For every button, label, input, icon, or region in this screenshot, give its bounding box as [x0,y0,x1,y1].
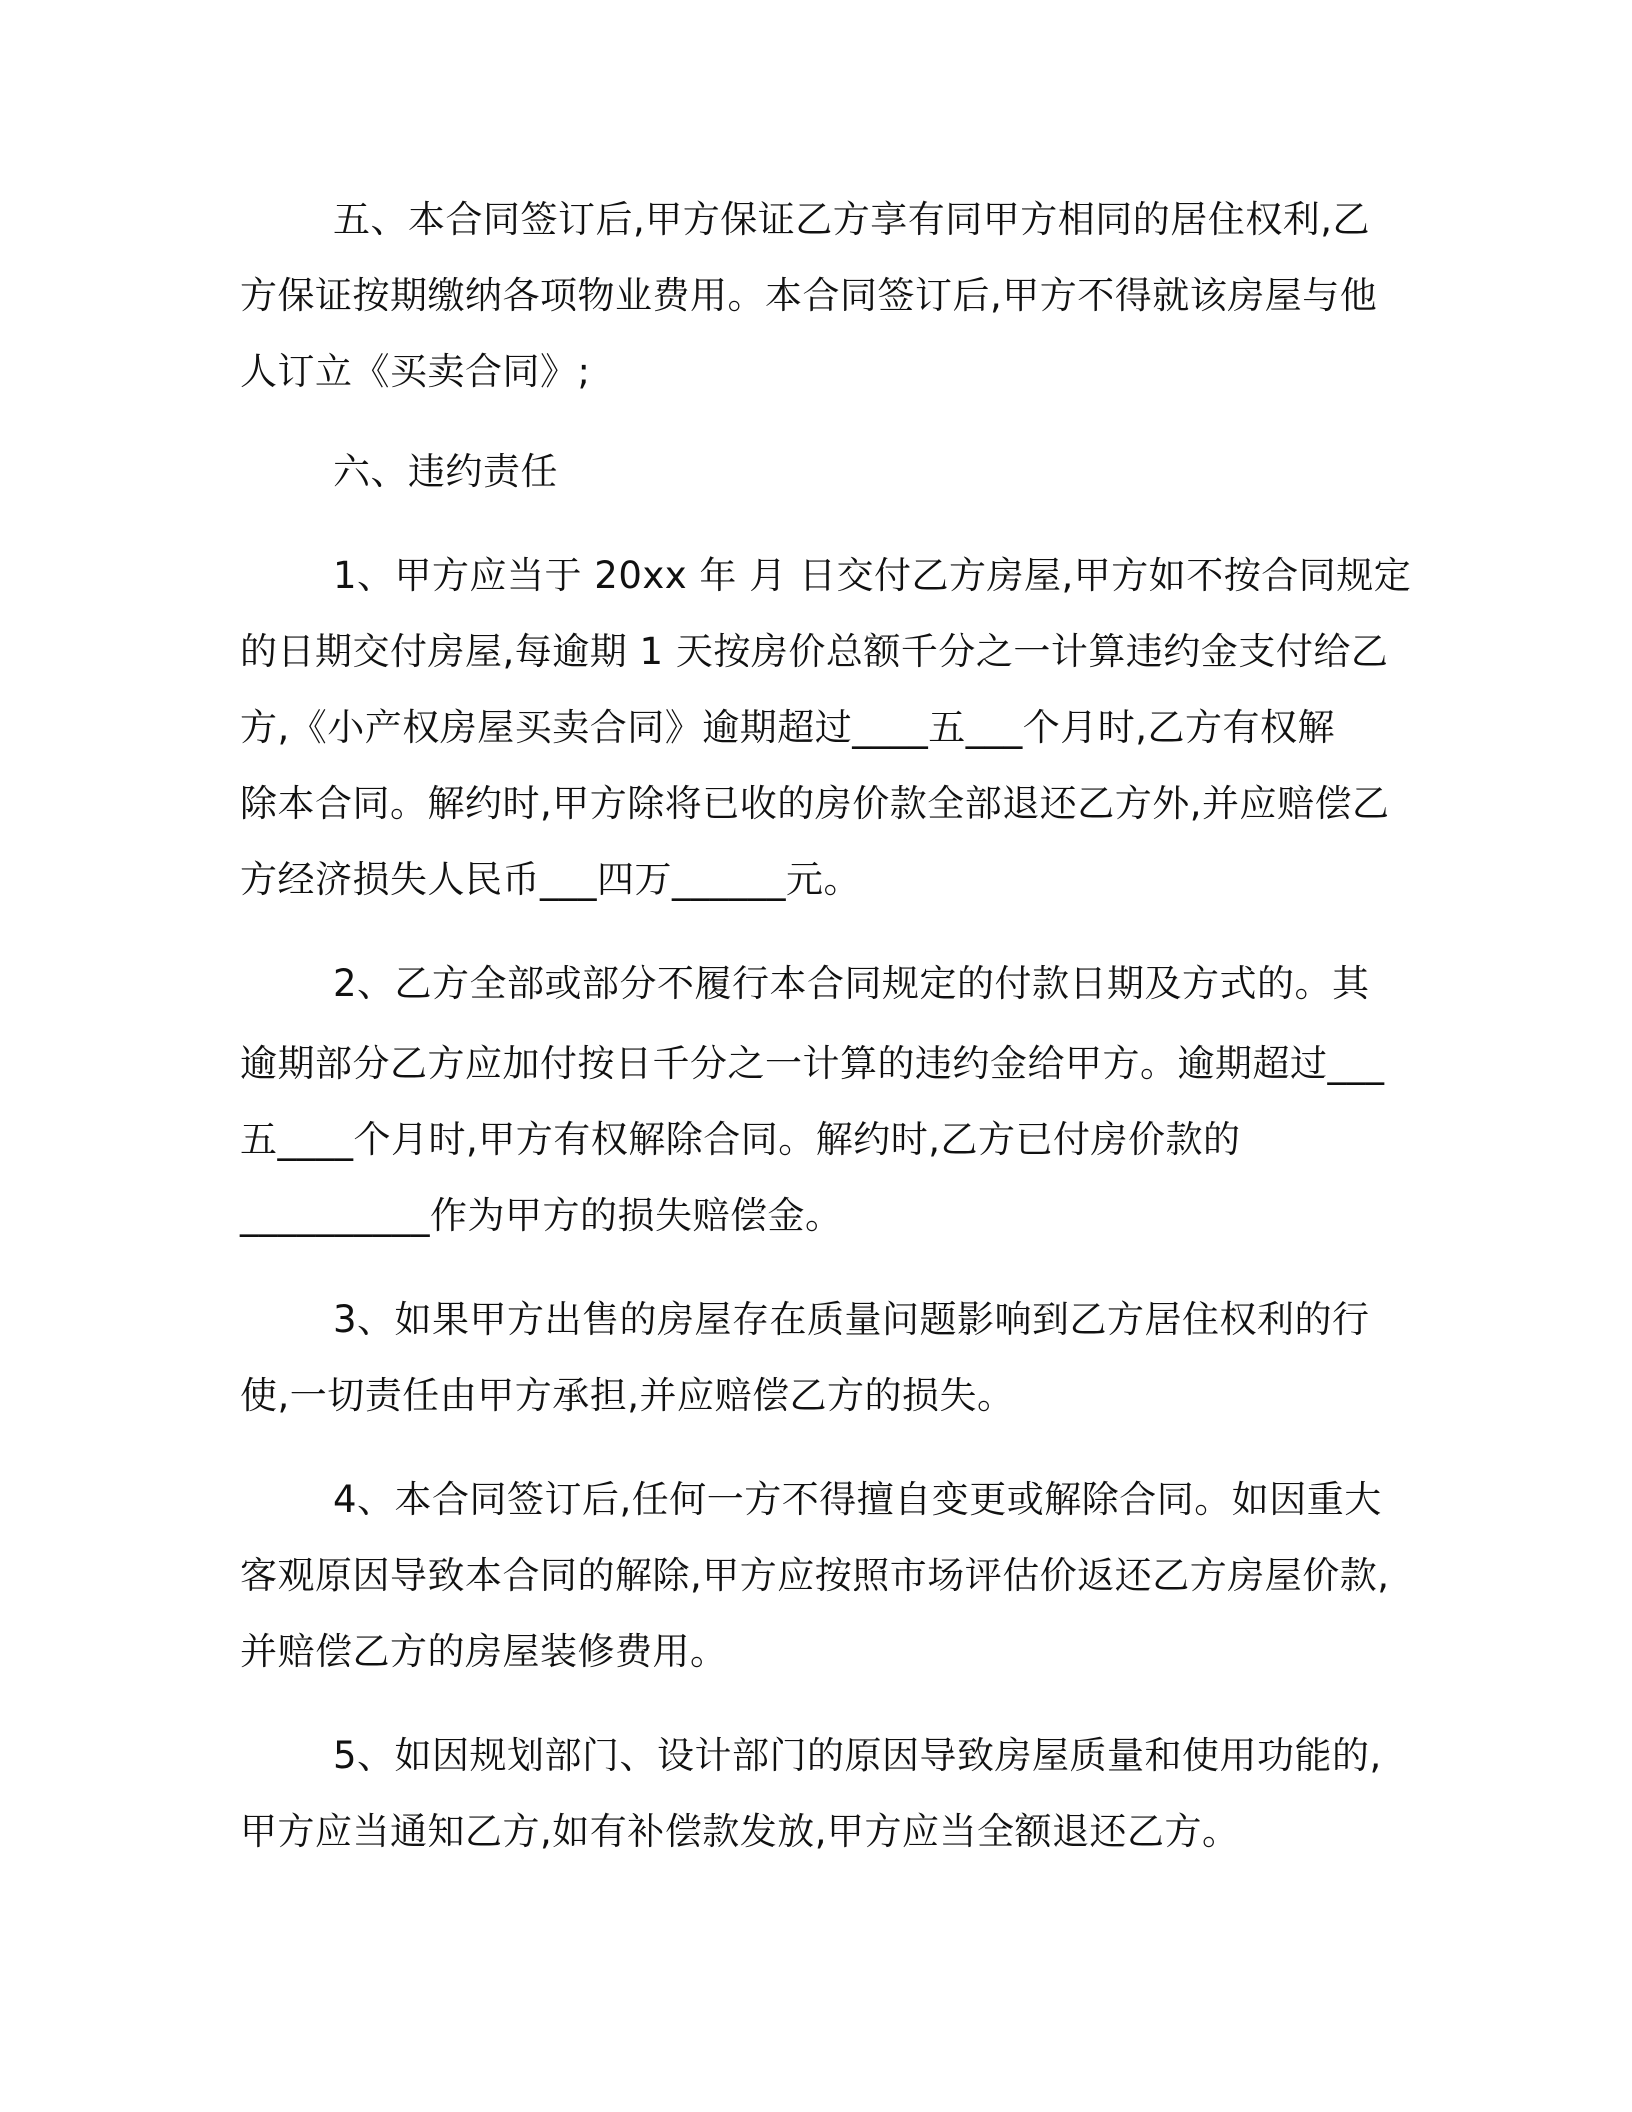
text-line: 除本合同。解约时,甲方除将已收的房价款全部退还乙方外,并应赔偿乙 [240,782,1390,825]
text-line: 甲方应当通知乙方,如有补偿款发放,甲方应当全额退还乙方。 [240,1810,1240,1853]
text-line: 1、甲方应当于 20xx 年 月 日交付乙方房屋,甲方如不按合同规定 [333,554,1412,597]
text-line: 客观原因导致本合同的解除,甲方应按照市场评估价返还乙方房屋价款, [240,1554,1390,1597]
heading-text: 六、违约责任 [333,450,558,493]
text-line: 逾期部分乙方应加付按日千分之一计算的违约金给甲方。逾期超过___ [240,1042,1385,1085]
text-line: 方,《小产权房屋买卖合同》逾期超过____五___个月时,乙方有权解 [240,706,1336,749]
text-line: 人订立《买卖合同》; [240,350,591,393]
text-line: __________作为甲方的损失赔偿金。 [240,1194,843,1237]
text-line: 的日期交付房屋,每逾期 1 天按房价总额千分之一计算违约金支付给乙 [240,630,1389,673]
text-line: 方经济损失人民币___四万______元。 [240,858,861,901]
text-line: 5、如因规划部门、设计部门的原因导致房屋质量和使用功能的, [333,1734,1382,1777]
text-line: 五、本合同签订后,甲方保证乙方享有同甲方相同的居住权利,乙 [333,198,1371,241]
text-line: 使,一切责任由甲方承担,并应赔偿乙方的损失。 [240,1374,1015,1417]
text-line: 并赔偿乙方的房屋装修费用。 [240,1630,728,1673]
text-line: 3、如果甲方出售的房屋存在质量问题影响到乙方居住权利的行 [333,1298,1370,1341]
text-line: 4、本合同签订后,任何一方不得擅自变更或解除合同。如因重大 [333,1478,1382,1521]
text-line: 五____个月时,甲方有权解除合同。解约时,乙方已付房价款的 [240,1118,1241,1161]
text-line: 方保证按期缴纳各项物业费用。本合同签订后,甲方不得就该房屋与他 [240,274,1378,317]
text-line: 2、乙方全部或部分不履行本合同规定的付款日期及方式的。其 [333,962,1370,1005]
